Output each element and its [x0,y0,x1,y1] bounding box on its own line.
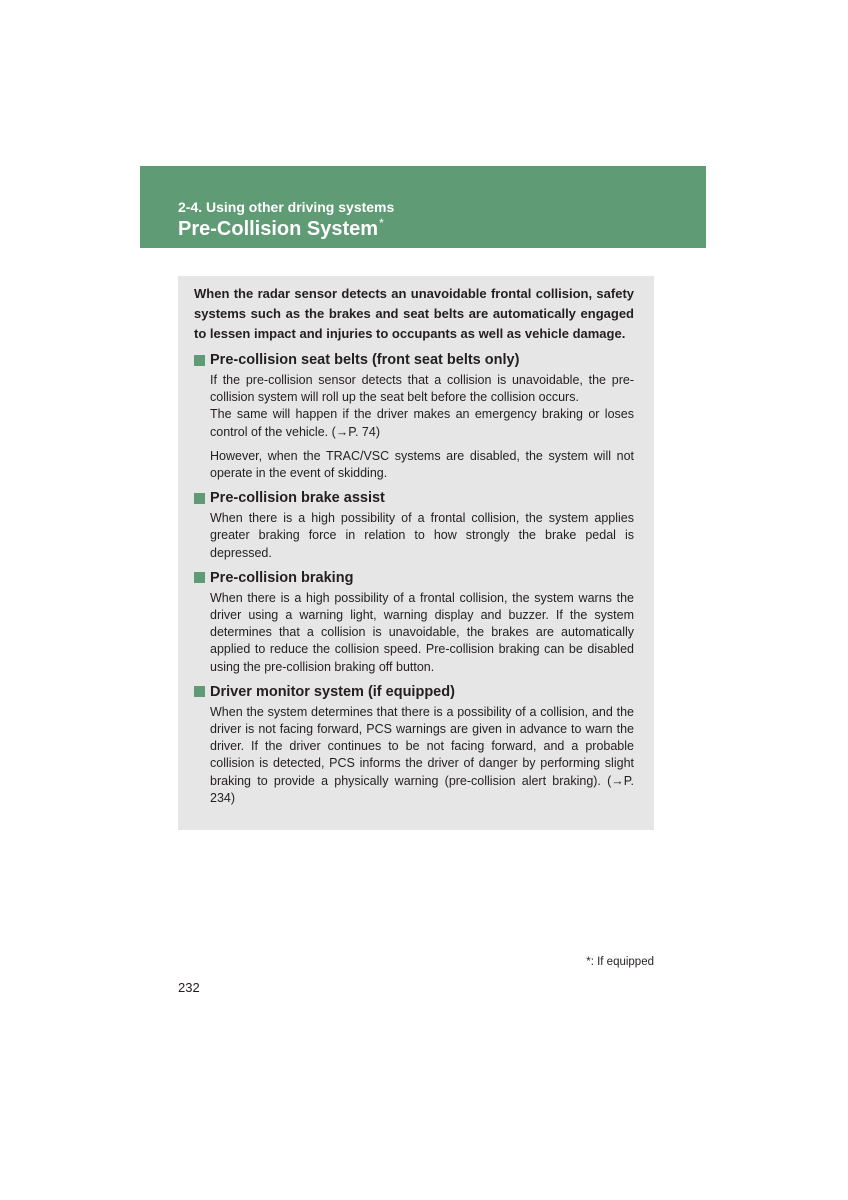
square-bullet-icon [194,572,205,583]
page-number: 232 [178,980,200,995]
footnote: *: If equipped [586,956,654,968]
section-paragraph: When there is a high possibility of a frontal collision, the system applies greater braking force in relation to how strongly the brake pedal is depressed. [210,511,634,560]
square-bullet-icon [194,686,205,697]
section-header-banner [140,166,706,248]
section-title [194,350,634,370]
equipped-mark: * [379,216,384,230]
section-brake-assist [194,488,634,562]
section-title-text: Pre-collision seat belts (front seat belts only) [210,352,520,368]
section-driver-monitor [194,682,634,807]
section-paragraph: If the pre-collision sensor detects that a collision is unavoidable, the pre-collision system will roll up the seat belt before the collision occurs. [210,373,634,405]
section-paragraph: The same will happen if the driver makes an emergency braking or loses control of the vehicle. (→P. 74) [210,407,634,439]
section-seat-belts [194,350,634,482]
section-paragraph: When the system determines that there is a possibility of a collision, and the driver is not facing forward, PCS warnings are given in advance to warn the driver. If the driver continues to be not facing forward, and a probable collision is detected, PCS informs the driver of danger by performing slight braking to provide a physically warning (pre-collision alert braking). (→P. 234) [210,704,634,805]
section-label: 2-4. Using other driving systems [178,199,395,215]
square-bullet-icon [194,493,205,504]
intro-text: When the radar sensor detects an unavoidable frontal collision, safety systems such as the brakes and seat belts are automatically engaged to lessen impact and injuries to occupants as well as vehicle damage. [194,286,634,341]
section-title-text: Pre-collision brake assist [210,490,385,507]
section-braking [194,568,634,676]
content-panel [178,276,654,830]
section-paragraph: However, when the TRAC/VSC systems are disabled, the system will not operate in the event of skidding. [210,448,634,481]
page-title [178,218,384,241]
section-paragraph: When there is a high possibility of a frontal collision, the system warns the driver using a warning light, warning display and buzzer. If the system determines that a collision is unavoidable, the brakes are automatically applied to reduce the collision speed. Pre-collision braking can be disabled using the pre-collision braking off button. [210,590,634,674]
section-title [194,568,634,588]
square-bullet-icon [194,355,205,366]
page-title-text: Pre-Collision System [178,218,379,240]
section-title-text: Driver monitor system (if equipped) [210,683,455,700]
section-title-text: Pre-collision braking [210,569,354,586]
section-title [194,488,634,508]
section-title [194,682,634,702]
